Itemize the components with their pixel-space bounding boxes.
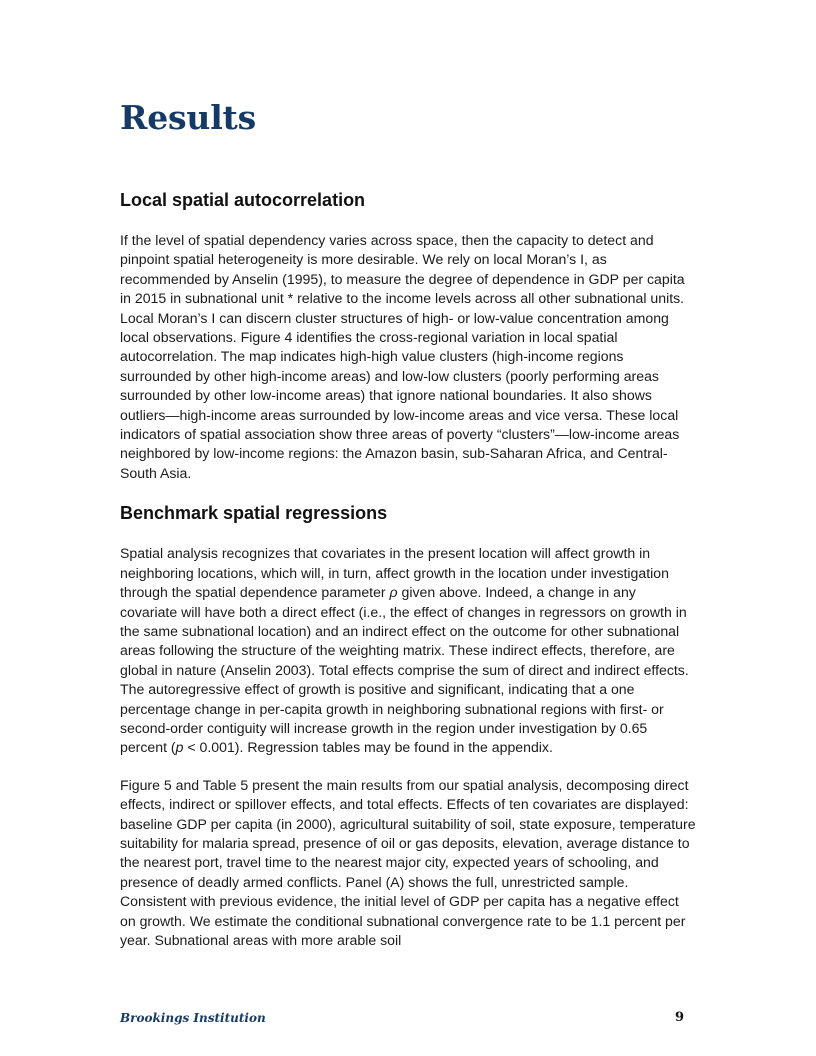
p-value-symbol: p <box>175 739 184 756</box>
paragraph-local-moran: If the level of spatial dependency varies across space, then the capacity to detect and pinpoint spatial heterogeneity is more desirable. We rely on local Moran’s I, as recommended by Anselin (1995), to measure the degree of dependence in GDP per capita in 2015 in subnational unit * relative to the income levels across all other subnational units. Local Moran’s I can discern cluster structures of high- or low-value concentration among local observations. Figure 4 identifies the cross-regional variation in local spatial autocorrelation. The map indicates high-high value clusters (high-income regions surrounded by other high-income areas) and low-low clusters (poorly performing areas surrounded by other low-income areas) that ignore national boundaries. It also shows outliers—high-income areas surrounded by low-income areas and vice versa. These local indicators of spatial association show three areas of poverty “clusters”—low-income areas neighbored by low-income regions: the Amazon basin, sub-Saharan Africa, and Central-South Asia. <box>120 232 685 481</box>
paragraph-figure5-table5: Figure 5 and Table 5 present the main results from our spatial analysis, decomposing direct effects, indirect or spillover effects, and total effects. Effects of ten covariates are displayed: baseline GDP per capita (in 2000), agricultural suitability of soil, state exposure, temperature suitability for malaria spread, presence of oil or gas deposits, elevation, average distance to the nearest port, travel time to the nearest major city, expected years of schooling, and presence of deadly armed conflicts. Panel (A) shows the full, unrestricted sample. Consistent with previous evidence, the initial level of GDP per capita has a negative effect on growth. We estimate the conditional subnational convergence rate to be 1.1 percent per year. Subnational areas with more arable soil <box>120 776 696 948</box>
paragraph-text-part: given above. Indeed, a change in any covariate will have both a direct effect (i.e., the effect of changes in regressors on growth in the same subnational location) and an indirect effect on the outcome for other subnational areas following the structure of the weighting matrix. These indirect effects, therefore, are global in nature (Anselin 2003). Total effects comprise the sum of direct and indirect effects. The autoregressive effect of growth is positive and significant, indicating that a one percentage change in per-capita growth in neighboring subnational regions with first- or second-order contiguity will increase growth in the region under investigation by 0.65 percent ( <box>120 584 689 756</box>
page-number: 9 <box>674 1010 684 1025</box>
paragraph-text-part: < 0.001). Regression tables may be found in the appendix. <box>183 739 553 756</box>
section-heading-local-spatial-autocorrelation: Local spatial autocorrelation <box>120 190 366 210</box>
body-content <box>120 188 696 968</box>
paragraph-text-part: Spatial analysis recognizes that covariates in the present location will affect growth in neighboring locations, which will, in turn, affect growth in the location under investigation through the spatial dependence parameter <box>120 545 669 601</box>
rho-symbol: ρ <box>389 584 398 601</box>
paragraph-spatial-analysis <box>120 544 696 757</box>
footer-publisher: Brookings Institution <box>120 1011 266 1025</box>
section-heading-benchmark-spatial-regressions: Benchmark spatial regressions <box>120 503 388 524</box>
page-title: Results <box>120 98 256 137</box>
